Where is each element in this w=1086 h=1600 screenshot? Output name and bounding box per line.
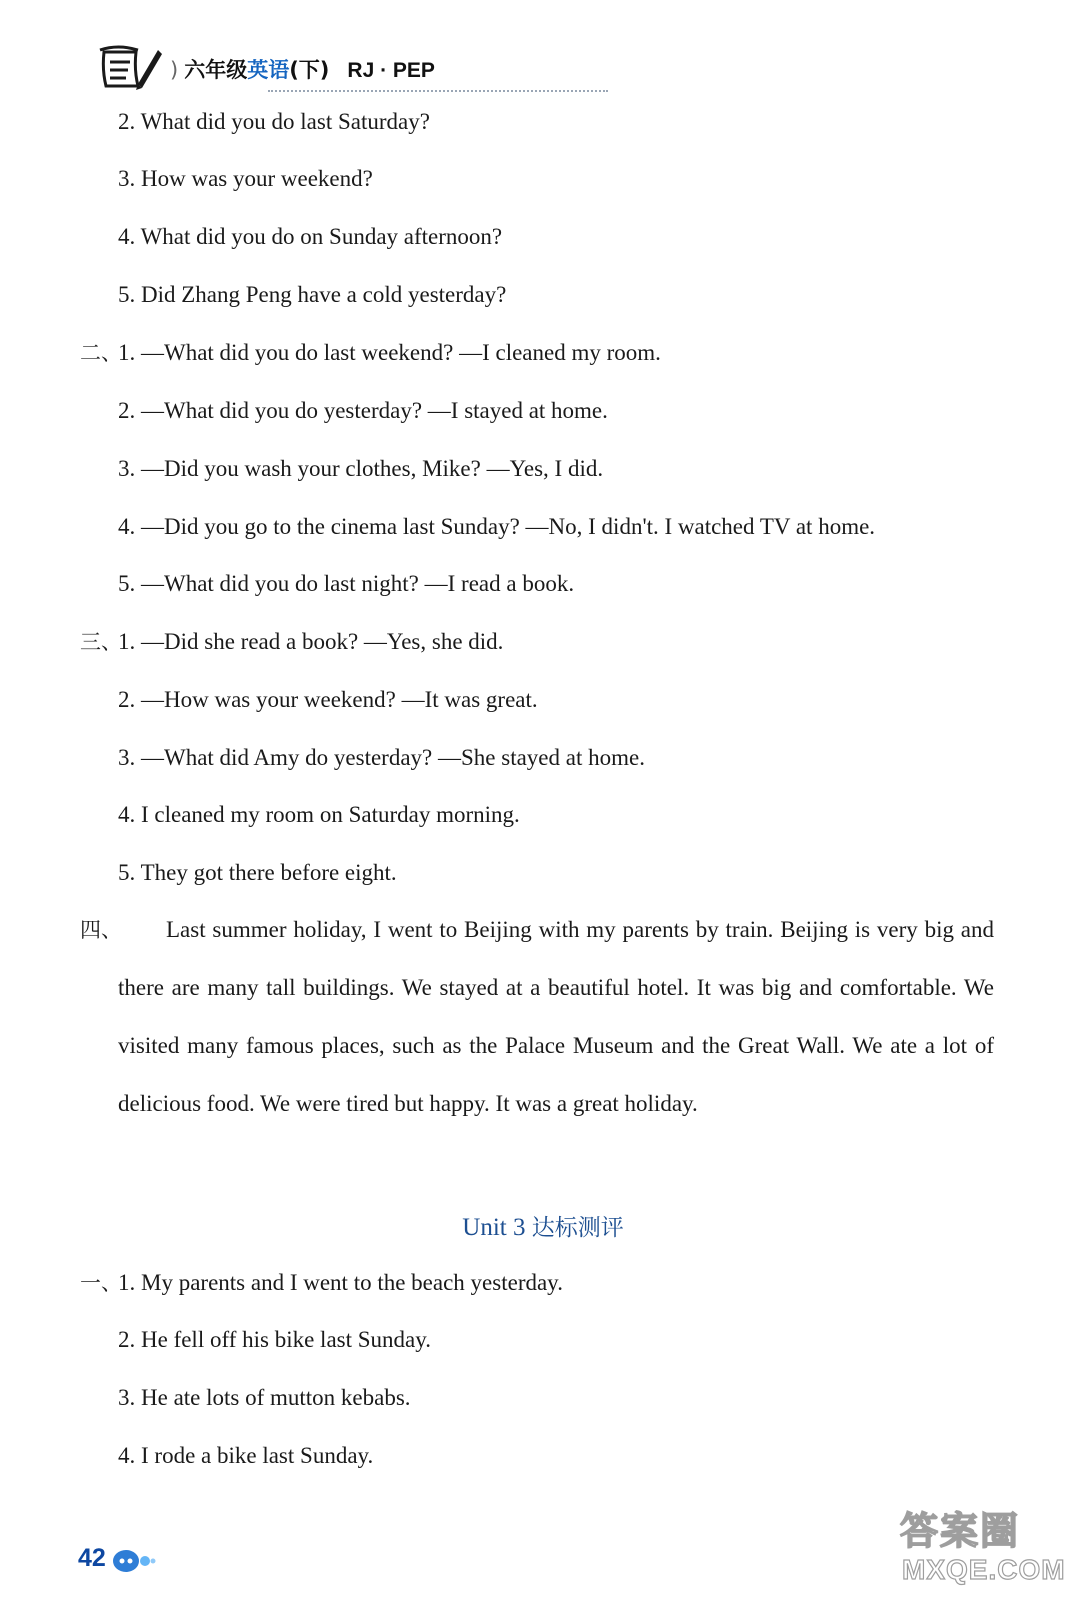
list-item: 1. —What did you do last weekend? —I cleaned my room. <box>118 340 661 365</box>
header-dotted-rule <box>268 90 608 92</box>
list-item: 4. I cleaned my room on Saturday morning. <box>118 802 520 827</box>
list-item: 2. —How was your weekend? —It was great. <box>118 687 538 712</box>
list-item: 4. What did you do on Sunday afternoon? <box>118 224 503 249</box>
header-title <box>170 54 435 84</box>
list-item: 4. —Did you go to the cinema last Sunday? —No, I didn't. I watched TV at home. <box>118 514 876 539</box>
watermark-url: MXQE.COM <box>902 1554 1066 1585</box>
list-item: 2. He fell off his bike last Sunday. <box>118 1327 432 1352</box>
list-item: 3. How was your weekend? <box>118 166 373 191</box>
header-edition: RJ · PEP <box>347 59 435 82</box>
list-item: 1. My parents and I went to the beach yesterday. <box>118 1270 563 1295</box>
section-marker-4: 四、 <box>80 918 122 942</box>
section-marker-1: 一、 <box>80 1271 122 1295</box>
list-item: 2. —What did you do yesterday? —I stayed at home. <box>118 398 608 423</box>
passage-paragraph: Last summer holiday, I went to Beijing with my parents by train. Beijing is very big and there are many tall buildings. We stayed at a beautiful hotel. It was big and comfortable. We visited many famous places, such as the Palace Museum and the Great Wall. We ate a lot of delicious food. We were tired but happy. It was a great holiday. <box>118 917 994 1116</box>
list-item: 3. —Did you wash your clothes, Mike? —Yes, I did. <box>118 456 604 481</box>
section-marker-3: 三、 <box>80 630 122 654</box>
list-item: 5. They got there before eight. <box>118 860 397 885</box>
header-bracket: ) <box>170 58 179 82</box>
header-grade: 六年级 <box>184 58 248 82</box>
header-volume: (下) <box>289 58 330 82</box>
list-item: 5. Did Zhang Peng have a cold yesterday? <box>118 282 507 307</box>
header-subject: 英语 <box>247 58 290 82</box>
unit-title <box>0 1209 1086 1242</box>
unit-title-unit: Unit 3 <box>462 1214 526 1241</box>
page-number <box>78 1544 158 1576</box>
list-item: 2. What did you do last Saturday? <box>118 109 430 134</box>
list-item: 3. —What did Amy do yesterday? —She stayed at home. <box>118 745 645 770</box>
list-item: 5. —What did you do last night? —I read a book. <box>118 571 575 596</box>
unit-title-label: 达标测评 <box>531 1215 624 1241</box>
page-number-bubble-icon <box>112 1548 156 1574</box>
list-item: 3. He ate lots of mutton kebabs. <box>118 1385 411 1410</box>
page-number-text: 42 <box>78 1544 106 1572</box>
list-item: 1. —Did she read a book? —Yes, she did. <box>118 629 504 654</box>
book-pen-logo-icon <box>98 42 164 92</box>
page-header <box>98 40 518 96</box>
section-marker-2: 二、 <box>80 341 122 365</box>
list-item: 4. I rode a bike last Sunday. <box>118 1443 374 1468</box>
watermark-top: 答案圈 <box>900 1509 1021 1553</box>
watermark <box>900 1500 1070 1592</box>
